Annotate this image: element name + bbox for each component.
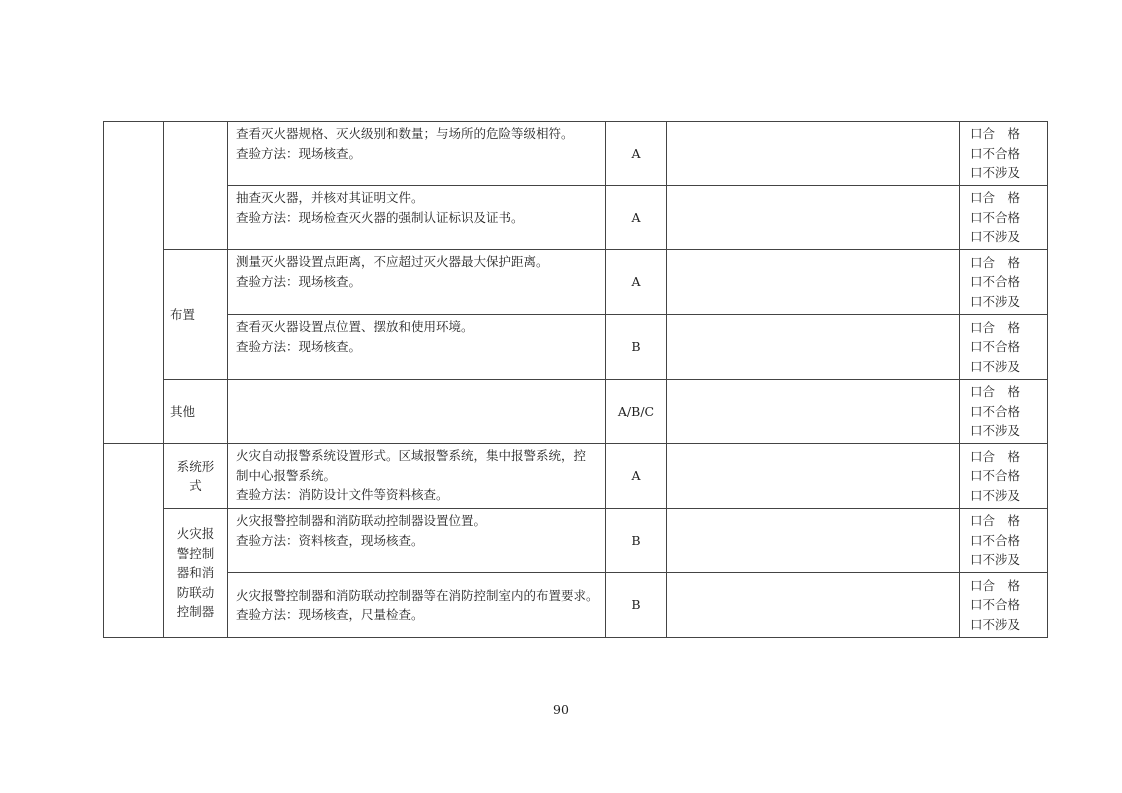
requirement-cell: 火灾报警控制器和消防联动控制器设置位置。 查验方法：资料核查，现场核查。 bbox=[228, 509, 606, 573]
verdict-pass[interactable]: 口合 格 bbox=[970, 513, 1021, 529]
requirement-cell: 测量灭火器设置点距离，不应超过灭火器最大保护距离。 查验方法：现场核查。 bbox=[228, 250, 606, 315]
subitem-cell bbox=[164, 250, 228, 380]
verdict-na[interactable]: 口不涉及 bbox=[970, 358, 1021, 374]
grade-cell: A bbox=[606, 186, 667, 250]
verdict-na[interactable]: 口不涉及 bbox=[970, 423, 1021, 439]
verdict-na[interactable]: 口不涉及 bbox=[970, 552, 1021, 568]
requirement-cell: 火灾自动报警系统设置形式。区域报警系统，集中报警系统，控制中心报警系统。 查验方法：消防设计文件等资料核查。 bbox=[228, 444, 606, 509]
record-cell bbox=[667, 186, 960, 250]
grade-cell: A bbox=[606, 122, 667, 186]
subitem-cell bbox=[164, 444, 228, 509]
verdict-cell bbox=[960, 573, 1048, 638]
record-cell bbox=[667, 509, 960, 573]
verdict-fail[interactable]: 口不合格 bbox=[970, 532, 1021, 548]
verdict-fail[interactable]: 口不合格 bbox=[970, 468, 1021, 484]
subitem-label: 布置 bbox=[170, 306, 196, 322]
verdict-fail[interactable]: 口不合格 bbox=[970, 339, 1021, 355]
table-row bbox=[104, 250, 1048, 315]
subitem-cell bbox=[164, 380, 228, 444]
verdict-cell bbox=[960, 444, 1048, 509]
verdict-fail[interactable]: 口不合格 bbox=[970, 597, 1021, 613]
verdict-cell bbox=[960, 315, 1048, 380]
table-row bbox=[104, 573, 1048, 638]
subitem-cell bbox=[164, 509, 228, 638]
category-cell bbox=[104, 444, 164, 638]
grade-cell: B bbox=[606, 315, 667, 380]
verdict-pass[interactable]: 口合 格 bbox=[970, 126, 1021, 142]
verdict-cell bbox=[960, 250, 1048, 315]
verdict-pass[interactable]: 口合 格 bbox=[970, 577, 1021, 593]
table-row bbox=[104, 186, 1048, 250]
grade-cell: A/B/C bbox=[606, 380, 667, 444]
verdict-na[interactable]: 口不涉及 bbox=[970, 616, 1021, 632]
requirement-cell bbox=[228, 380, 606, 444]
verdict-pass[interactable]: 口合 格 bbox=[970, 190, 1021, 206]
verdict-cell bbox=[960, 186, 1048, 250]
verdict-pass[interactable]: 口合 格 bbox=[970, 319, 1021, 335]
table-row bbox=[104, 315, 1048, 380]
requirement-cell: 抽查灭火器，并核对其证明文件。 查验方法：现场检查灭火器的强制认证标识及证书。 bbox=[228, 186, 606, 250]
grade-cell: B bbox=[606, 573, 667, 638]
table-row bbox=[104, 380, 1048, 444]
record-cell bbox=[667, 122, 960, 186]
verdict-pass[interactable]: 口合 格 bbox=[970, 448, 1021, 464]
record-cell bbox=[667, 315, 960, 380]
grade-cell: A bbox=[606, 250, 667, 315]
verdict-fail[interactable]: 口不合格 bbox=[970, 145, 1021, 161]
subitem-label: 其他 bbox=[170, 403, 196, 419]
verdict-pass[interactable]: 口合 格 bbox=[970, 384, 1021, 400]
verdict-cell bbox=[960, 380, 1048, 444]
verdict-na[interactable]: 口不涉及 bbox=[970, 165, 1021, 181]
page-number: 90 bbox=[553, 702, 569, 717]
record-cell bbox=[667, 250, 960, 315]
table-row bbox=[104, 122, 1048, 186]
grade-cell: A bbox=[606, 444, 667, 509]
requirement-cell: 查看灭火器设置点位置、摆放和使用环境。 查验方法：现场核查。 bbox=[228, 315, 606, 380]
grade-cell: B bbox=[606, 509, 667, 573]
record-cell bbox=[667, 380, 960, 444]
subitem-label: 火灾报警控制器和消防联动控制器 bbox=[176, 526, 215, 620]
verdict-fail[interactable]: 口不合格 bbox=[970, 274, 1021, 290]
table-row bbox=[104, 444, 1048, 509]
verdict-fail[interactable]: 口不合格 bbox=[970, 209, 1021, 225]
record-cell bbox=[667, 444, 960, 509]
record-cell bbox=[667, 573, 960, 638]
category-cell bbox=[104, 122, 164, 444]
requirement-cell: 查看灭火器规格、灭火级别和数量；与场所的危险等级相符。 查验方法：现场核查。 bbox=[228, 122, 606, 186]
verdict-fail[interactable]: 口不合格 bbox=[970, 403, 1021, 419]
subitem-cell bbox=[164, 122, 228, 250]
verdict-na[interactable]: 口不涉及 bbox=[970, 229, 1021, 245]
requirement-cell: 火灾报警控制器和消防联动控制器等在消防控制室内的布置要求。 查验方法：现场核查，尺量检查。 bbox=[228, 573, 606, 638]
subitem-label: 系统形式 bbox=[176, 458, 215, 493]
verdict-cell bbox=[960, 122, 1048, 186]
verdict-na[interactable]: 口不涉及 bbox=[970, 487, 1021, 503]
inspection-table bbox=[103, 121, 1048, 638]
verdict-cell bbox=[960, 509, 1048, 573]
verdict-pass[interactable]: 口合 格 bbox=[970, 254, 1021, 270]
verdict-na[interactable]: 口不涉及 bbox=[970, 293, 1021, 309]
table-row bbox=[104, 509, 1048, 573]
